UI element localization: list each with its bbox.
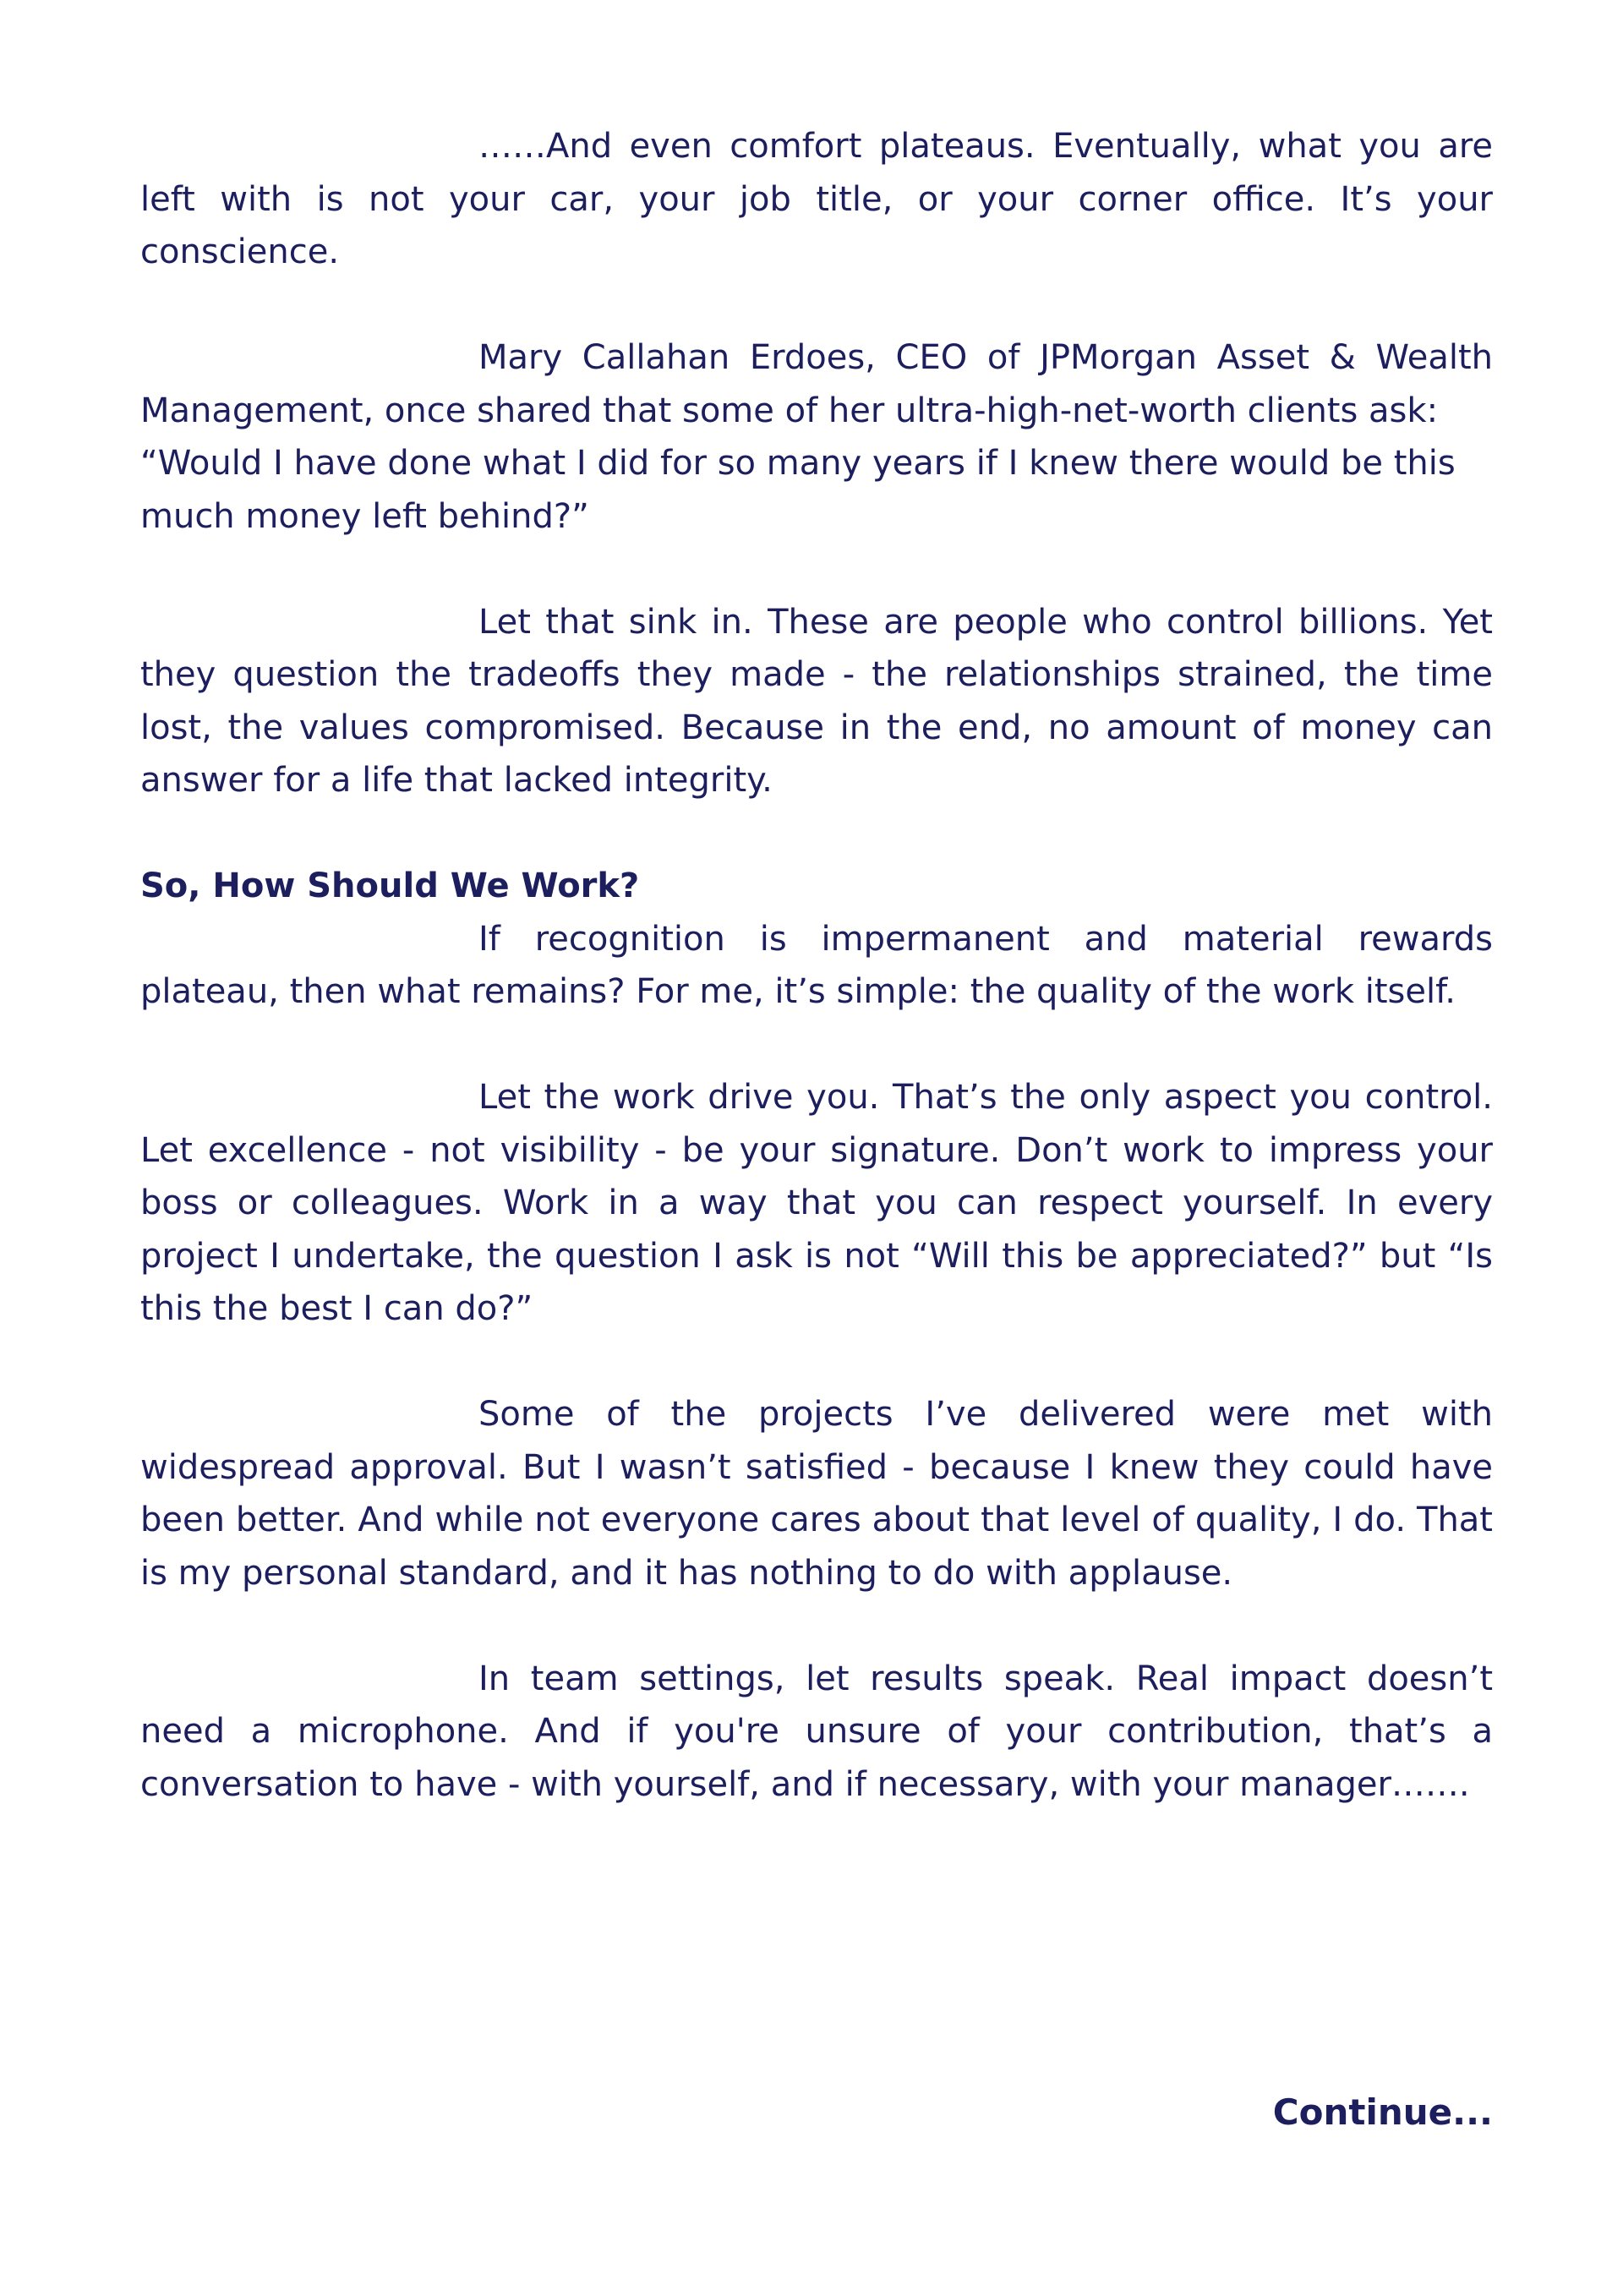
paragraph-team-settings: In team settings, let results speak. Real impact doesn’t need a microphone. And if you're unsure of your contribution, that’s a conversation to have - with yourself, and if necessary, with your manager……. [140,1659,1493,1804]
section-heading: So, How Should We Work? [140,866,640,905]
client-quote: “Would I have done what I did for so many years if I knew there would be this much money left behind?” [140,444,1456,536]
paragraph-projects-delivered: Some of the projects I’ve delivered were met with widespread approval. But I wasn’t satisfied - because I knew they could have been better. And while not everyone cares about that level of quality, I do. That is my personal standard, and it has nothing to do with applause. [140,1395,1493,1593]
paragraph-let-that-sink-in: Let that sink in. These are people who control billions. Yet they question the tradeoffs they made - the relationships strained, the time lost, the values compromised. Because in the end, no amount of money can answer for a life that lacked integrity. [140,602,1493,800]
article-body [140,120,1493,1864]
paragraph-let-work-drive: Let the work drive you. That’s the only aspect you control. Let excellence - not visibility - be your signature. Don’t work to impress your boss or colleagues. Work in a way that you can respect yourself. In every project I undertake, the question I ask is not “Will this be appreciated?” but “Is this the best I can do?” [140,1078,1493,1328]
paragraph-mary-erdoes: Mary Callahan Erdoes, CEO of JPMorgan Asset & Wealth Management, once shared that some of her ultra-high-net-worth clients ask: [140,338,1493,430]
continue-link[interactable]: Continue... [1272,2091,1493,2133]
paragraph-what-remains: If recognition is impermanent and material rewards plateau, then what remains? For me, it’s simple: the quality of the work itself. [140,919,1493,1011]
paragraph-comfort-plateaus: ……And even comfort plateaus. Eventually, what you are left with is not your car, your job title, or your corner office. It’s your conscience. [140,127,1493,271]
